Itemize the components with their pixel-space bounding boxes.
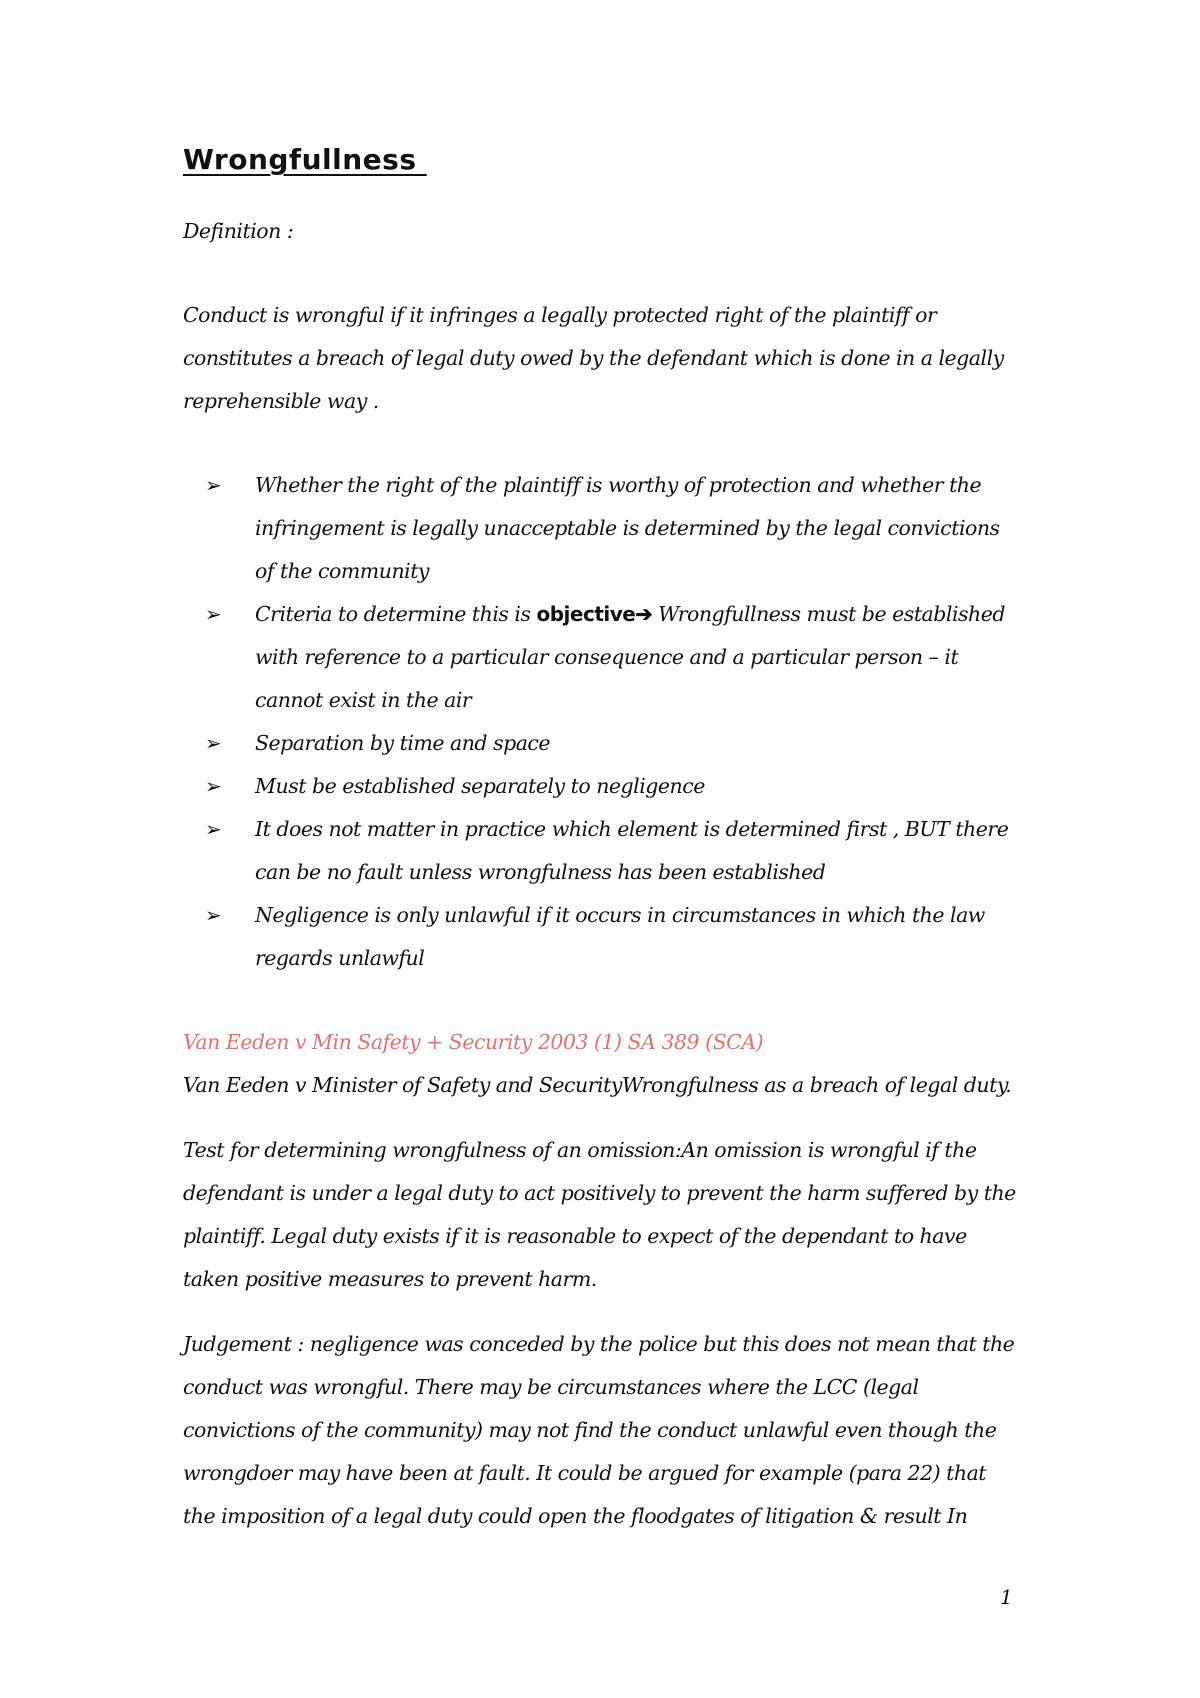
list-item-text: Separation by time and space xyxy=(255,731,551,755)
list-item-text: Must be established separately to negligence xyxy=(255,774,705,798)
arrowhead-bullet-icon: ➢ xyxy=(205,817,222,841)
arrowhead-bullet-icon: ➢ xyxy=(205,774,222,798)
list-item-bold-term: objective xyxy=(536,602,636,626)
list-item xyxy=(183,765,1023,808)
list-item-text: Whether the right of the plaintiff is worthy of protection and whether the infringement is legally unacceptable is determined by the legal convictions of the community xyxy=(255,473,1000,583)
definition-label: Definition : xyxy=(183,219,294,243)
document-body xyxy=(183,210,1023,1538)
arrowhead-bullet-icon: ➢ xyxy=(205,903,222,927)
list-item xyxy=(183,722,1023,765)
list-item-text: It does not matter in practice which element is determined first , BUT there can be no fault unless wrongfulness has been established xyxy=(255,817,1009,884)
page-number: 1 xyxy=(1000,1585,1013,1609)
arrowhead-bullet-icon: ➢ xyxy=(205,602,222,626)
judgement-paragraph: Judgement : negligence was conceded by the police but this does not mean that the conduct was wrongful. There may be circumstances where the LCC (legal convictions of the community) may not find the conduct unlawful even though the wrongdoer may have been at fault. It could be argued for example (para 22) that the imposition of a legal duty could open the floodgates of litigation & result In xyxy=(183,1332,1015,1528)
right-arrow-icon: ➔ xyxy=(635,602,653,626)
list-item-text: Negligence is only unlawful if it occurs in circumstances in which the law regards unlawful xyxy=(255,903,985,970)
arrowhead-bullet-icon: ➢ xyxy=(205,731,222,755)
list-item-text-after: Wrongfullness must be established with reference to a particular consequence and a particular person – it cannot exist in the air xyxy=(255,602,1005,712)
case-subtitle: Van Eeden v Minister of Safety and SecurityWrongfulness as a breach of legal duty. xyxy=(183,1073,1012,1097)
list-item xyxy=(183,464,1023,593)
list-item xyxy=(183,894,1023,980)
list-item xyxy=(183,808,1023,894)
bullet-list xyxy=(183,464,1023,980)
list-item xyxy=(183,593,1023,722)
page-title: Wrongfullness xyxy=(183,143,427,176)
definition-text: Conduct is wrongful if it infringes a legally protected right of the plaintiff or constitutes a breach of legal duty owed by the defendant which is done in a legally reprehensible way . xyxy=(183,303,1004,413)
case-title: Van Eeden v Min Safety + Security 2003 (1) SA 389 (SCA) xyxy=(183,1030,764,1054)
arrowhead-bullet-icon: ➢ xyxy=(205,473,222,497)
list-item-text-before: Criteria to determine this is xyxy=(255,602,537,626)
omission-test-paragraph: Test for determining wrongfulness of an omission:An omission is wrongful if the defendant is under a legal duty to act positively to prevent the harm suffered by the plaintiff. Legal duty exists if it is reasonable to expect of the dependant to have taken positive measures to prevent harm. xyxy=(183,1138,1016,1291)
